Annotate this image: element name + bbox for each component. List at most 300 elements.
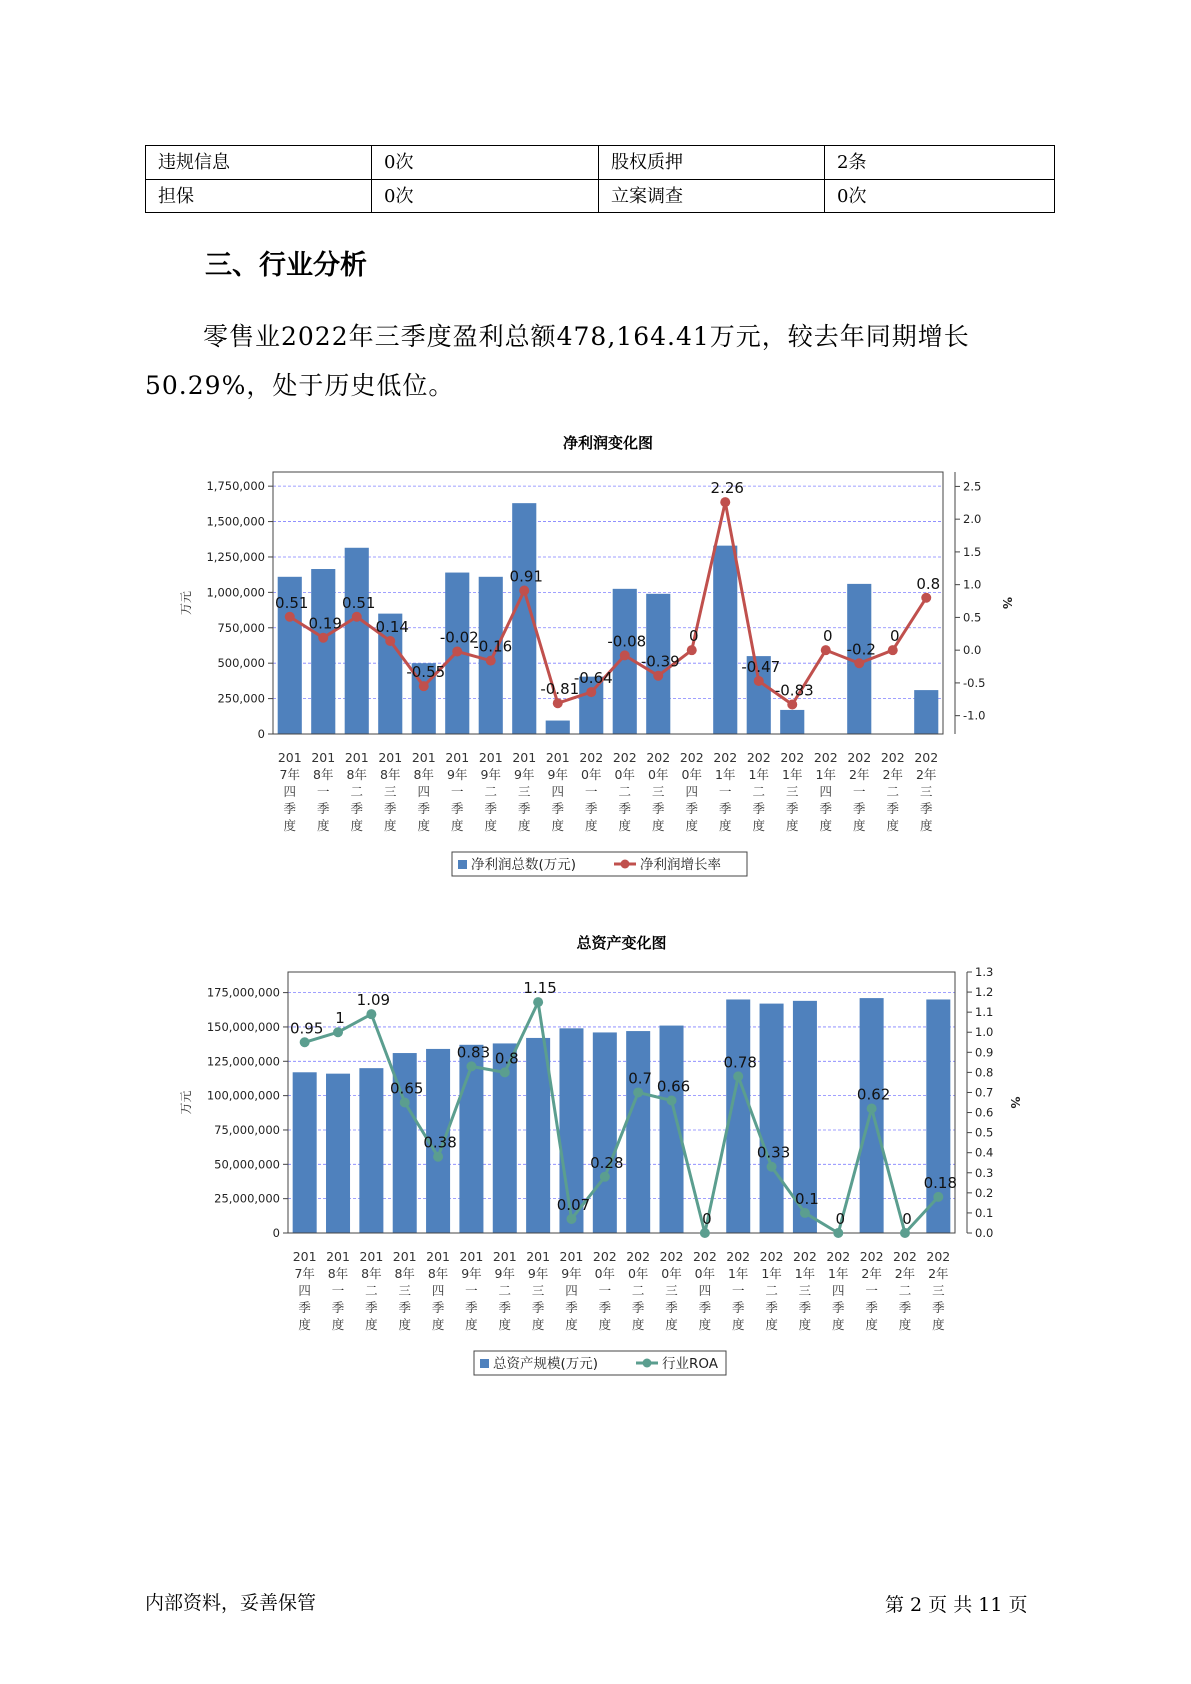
x-tick-label: 201 bbox=[512, 750, 537, 765]
x-tick-label: 二 bbox=[752, 784, 766, 799]
plot-frame bbox=[288, 972, 958, 1233]
line-point bbox=[800, 1208, 810, 1218]
x-tick-label: 2年 bbox=[882, 767, 903, 782]
y-right-tick-label: 1.3 bbox=[975, 965, 994, 979]
x-tick-label: 202 bbox=[692, 1249, 717, 1264]
x-tick-label: 二 bbox=[631, 1283, 645, 1298]
x-tick-label: 202 bbox=[914, 750, 939, 765]
x-tick-label: 202 bbox=[659, 1249, 684, 1264]
section-paragraph: 零售业2022年三季度盈利总额478,164.41万元，较去年同期增长50.29%，处于历史低位。 bbox=[145, 322, 970, 400]
table-cell: 立案调查 bbox=[599, 179, 825, 213]
x-tick-label: 1年 bbox=[794, 1266, 816, 1281]
data-label: 0.07 bbox=[556, 1195, 591, 1214]
x-tick-label: 度 bbox=[798, 1317, 812, 1332]
x-tick-label: 度 bbox=[383, 818, 397, 833]
x-tick-label: 二 bbox=[765, 1283, 778, 1298]
x-tick-label: 202 bbox=[826, 1249, 851, 1264]
y-right-tick-label: 0.6 bbox=[975, 1105, 994, 1120]
x-tick-label: 一 bbox=[316, 784, 330, 799]
x-tick-label: 四 bbox=[819, 784, 833, 799]
data-label: 0 bbox=[822, 627, 833, 646]
x-tick-label: 一 bbox=[465, 1283, 478, 1298]
x-tick-label: 201 bbox=[311, 750, 336, 765]
bar bbox=[359, 1068, 383, 1233]
y-right-tick-label: 0.0 bbox=[975, 1226, 994, 1240]
data-label: 0.7 bbox=[628, 1069, 653, 1088]
x-tick-label: 度 bbox=[718, 818, 732, 833]
x-tick-label: 1年 bbox=[715, 767, 736, 782]
x-tick-label: 度 bbox=[898, 1317, 912, 1332]
line-point bbox=[767, 1162, 777, 1172]
x-tick-label: 202 bbox=[893, 1249, 917, 1264]
y-left-axis-title: 万元 bbox=[179, 1090, 193, 1115]
bar bbox=[593, 1032, 617, 1233]
bar bbox=[311, 569, 335, 734]
x-tick-label: 0年 bbox=[681, 767, 702, 782]
data-label: -0.47 bbox=[741, 657, 781, 676]
x-tick-label: 度 bbox=[685, 818, 699, 833]
line-point bbox=[433, 1152, 443, 1162]
y-left-tick-label: 0 bbox=[257, 727, 265, 741]
x-tick-label: 季 bbox=[865, 1300, 878, 1315]
y-right-tick-label: 0.8 bbox=[975, 1065, 994, 1080]
x-tick-label: 2年 bbox=[916, 767, 937, 782]
x-tick-label: 二 bbox=[618, 784, 632, 799]
x-tick-label: 季 bbox=[316, 801, 330, 816]
x-tick-label: 8年 bbox=[361, 1266, 382, 1281]
info-table bbox=[145, 145, 1055, 213]
line-point bbox=[553, 698, 563, 708]
x-tick-label: 9年 bbox=[447, 767, 468, 782]
x-tick-label: 9年 bbox=[547, 767, 568, 782]
data-label: 0.51 bbox=[275, 593, 309, 612]
data-label: -0.16 bbox=[473, 637, 513, 656]
x-tick-label: 一 bbox=[598, 1283, 612, 1298]
data-label: 0.19 bbox=[308, 614, 342, 633]
x-tick-label: 度 bbox=[819, 818, 833, 833]
x-tick-label: 季 bbox=[498, 1300, 512, 1315]
x-tick-label: 度 bbox=[350, 818, 364, 833]
y-left-tick-label: 25,000,000 bbox=[214, 1191, 280, 1206]
legend-bar-swatch bbox=[458, 860, 467, 869]
data-label: 0.14 bbox=[375, 617, 409, 636]
x-tick-label: 度 bbox=[531, 1317, 545, 1332]
net-profit-chart bbox=[0, 420, 1191, 890]
x-tick-label: 度 bbox=[465, 1317, 478, 1332]
x-tick-label: 202 bbox=[626, 1249, 651, 1264]
x-tick-label: 季 bbox=[819, 801, 833, 816]
x-tick-label: 四 bbox=[431, 1283, 445, 1298]
x-tick-label: 四 bbox=[698, 1283, 712, 1298]
y-left-tick-label: 175,000,000 bbox=[206, 985, 280, 1000]
line-point bbox=[854, 658, 864, 668]
table-cell: 0次 bbox=[372, 179, 599, 213]
line-point bbox=[633, 1087, 643, 1097]
x-tick-label: 201 bbox=[459, 1249, 484, 1264]
x-tick-label: 0年 bbox=[648, 767, 669, 782]
bar bbox=[760, 1004, 784, 1233]
x-tick-label: 一 bbox=[731, 1283, 745, 1298]
x-tick-label: 季 bbox=[785, 801, 799, 816]
line-point bbox=[285, 612, 295, 622]
x-tick-label: 8年 bbox=[327, 1266, 349, 1281]
y-right-tick-label: 0.4 bbox=[975, 1145, 994, 1160]
x-tick-label: 季 bbox=[350, 801, 364, 816]
x-tick-label: 0年 bbox=[627, 1266, 649, 1281]
x-tick-label: 0年 bbox=[614, 767, 635, 782]
x-tick-label: 度 bbox=[852, 818, 866, 833]
x-tick-label: 0年 bbox=[594, 1266, 616, 1281]
y-right-tick-label: 0.1 bbox=[975, 1205, 994, 1220]
x-tick-label: 9年 bbox=[461, 1266, 482, 1281]
line-point bbox=[600, 1172, 610, 1182]
x-tick-label: 季 bbox=[886, 801, 900, 816]
x-tick-label: 度 bbox=[298, 1317, 311, 1332]
x-tick-label: 201 bbox=[478, 750, 503, 765]
x-tick-label: 二 bbox=[350, 784, 364, 799]
x-tick-label: 季 bbox=[283, 801, 297, 816]
data-label: -0.08 bbox=[607, 632, 647, 651]
x-tick-label: 201 bbox=[344, 750, 369, 765]
line-point bbox=[667, 1095, 677, 1105]
x-tick-label: 度 bbox=[752, 818, 766, 833]
x-tick-label: 度 bbox=[631, 1317, 645, 1332]
x-tick-label: 度 bbox=[431, 1317, 445, 1332]
y-left-tick-label: 1,000,000 bbox=[206, 585, 265, 600]
x-tick-label: 8年 bbox=[394, 1266, 415, 1281]
y-right-axis-title: % bbox=[1008, 1096, 1022, 1109]
bar bbox=[780, 710, 804, 734]
x-tick-label: 季 bbox=[631, 1300, 645, 1315]
x-tick-label: 度 bbox=[919, 818, 933, 833]
data-label: 0.83 bbox=[456, 1043, 491, 1062]
x-tick-label: 三 bbox=[932, 1283, 945, 1298]
data-label: 0.62 bbox=[856, 1085, 891, 1104]
x-tick-label: 201 bbox=[492, 1249, 517, 1264]
x-tick-label: 度 bbox=[651, 818, 665, 833]
x-tick-label: 202 bbox=[859, 1249, 884, 1264]
x-tick-label: 1年 bbox=[828, 1266, 849, 1281]
x-tick-label: 二 bbox=[886, 784, 900, 799]
y-right-tick-label: 0.5 bbox=[963, 610, 982, 625]
data-label: 0.65 bbox=[390, 1079, 424, 1098]
x-tick-label: 201 bbox=[559, 1249, 584, 1264]
data-label: 0 bbox=[702, 1210, 712, 1228]
line-point bbox=[687, 645, 697, 655]
legend-line-marker bbox=[621, 860, 630, 869]
data-label: 0.1 bbox=[794, 1189, 819, 1208]
x-tick-label: 度 bbox=[584, 818, 598, 833]
x-tick-label: 一 bbox=[852, 784, 866, 799]
data-label: 0.66 bbox=[656, 1077, 691, 1096]
x-tick-label: 202 bbox=[726, 1249, 751, 1264]
x-tick-label: 季 bbox=[618, 801, 632, 816]
x-tick-label: 202 bbox=[646, 750, 671, 765]
line-point bbox=[486, 656, 496, 666]
x-tick-label: 1年 bbox=[727, 1266, 749, 1281]
x-tick-label: 201 bbox=[411, 750, 436, 765]
x-tick-label: 202 bbox=[813, 750, 838, 765]
data-label: 0.95 bbox=[289, 1019, 324, 1038]
x-tick-label: 度 bbox=[832, 1317, 845, 1332]
x-tick-label: 季 bbox=[465, 1300, 478, 1315]
y-left-tick-label: 1,500,000 bbox=[206, 514, 265, 529]
line-point bbox=[733, 1071, 743, 1081]
x-tick-label: 2年 bbox=[861, 1266, 882, 1281]
x-tick-label: 三 bbox=[517, 784, 531, 799]
x-tick-label: 1年 bbox=[815, 767, 836, 782]
legend-line-label: 净利润增长率 bbox=[640, 857, 721, 873]
table-cell: 0次 bbox=[372, 146, 599, 180]
x-tick-label: 9年 bbox=[514, 767, 535, 782]
x-tick-label: 9年 bbox=[561, 1266, 582, 1281]
x-tick-label: 季 bbox=[598, 1300, 612, 1315]
x-tick-label: 201 bbox=[526, 1249, 551, 1264]
y-left-tick-label: 1,250,000 bbox=[206, 549, 265, 564]
x-tick-label: 度 bbox=[498, 1317, 512, 1332]
x-tick-label: 9年 bbox=[480, 767, 501, 782]
x-tick-label: 季 bbox=[431, 1300, 445, 1315]
x-tick-label: 四 bbox=[283, 784, 297, 799]
y-left-tick-label: 75,000,000 bbox=[214, 1122, 280, 1137]
line-point bbox=[352, 612, 362, 622]
x-tick-label: 度 bbox=[698, 1317, 712, 1332]
x-tick-label: 一 bbox=[450, 784, 464, 799]
x-tick-label: 二 bbox=[898, 1283, 912, 1298]
data-label: 0.28 bbox=[590, 1153, 624, 1172]
line-point bbox=[419, 681, 429, 691]
data-label: 0.8 bbox=[494, 1049, 519, 1068]
x-tick-label: 度 bbox=[484, 818, 498, 833]
bar bbox=[626, 1031, 653, 1233]
y-right-tick-label: 0.5 bbox=[975, 1125, 994, 1140]
x-tick-label: 季 bbox=[383, 801, 397, 816]
x-tick-label: 202 bbox=[792, 1249, 817, 1264]
x-tick-label: 季 bbox=[450, 801, 464, 816]
x-tick-label: 季 bbox=[932, 1300, 945, 1315]
data-label: 0.33 bbox=[756, 1143, 791, 1162]
data-label: -0.64 bbox=[573, 669, 613, 688]
x-tick-label: 8年 bbox=[346, 767, 367, 782]
legend-bar-swatch bbox=[480, 1359, 489, 1368]
data-label: -0.55 bbox=[406, 663, 446, 682]
x-tick-label: 8年 bbox=[413, 767, 434, 782]
y-left-axis-title: 万元 bbox=[179, 590, 193, 616]
line-point bbox=[519, 586, 529, 596]
x-tick-label: 2年 bbox=[894, 1266, 916, 1281]
x-tick-label: 二 bbox=[365, 1283, 378, 1298]
section-title: 三、行业分析 bbox=[205, 250, 367, 281]
x-tick-label: 度 bbox=[551, 818, 565, 833]
x-tick-label: 201 bbox=[426, 1249, 451, 1264]
y-right-tick-label: -0.5 bbox=[963, 675, 986, 690]
x-tick-label: 1年 bbox=[782, 767, 803, 782]
x-tick-label: 季 bbox=[365, 1300, 378, 1315]
x-tick-label: 8年 bbox=[427, 1266, 449, 1281]
y-right-tick-label: 0.9 bbox=[975, 1045, 994, 1060]
x-tick-label: 202 bbox=[679, 750, 704, 765]
x-tick-label: 三 bbox=[651, 784, 665, 799]
x-tick-label: 三 bbox=[531, 1283, 545, 1298]
line-point bbox=[452, 646, 462, 656]
y-right-tick-label: 0.7 bbox=[975, 1085, 994, 1100]
x-tick-label: 2年 bbox=[928, 1266, 949, 1281]
data-label: 0 bbox=[688, 627, 699, 646]
x-tick-label: 202 bbox=[713, 750, 738, 765]
x-tick-label: 201 bbox=[392, 1249, 417, 1264]
x-tick-label: 一 bbox=[584, 784, 598, 799]
x-tick-label: 1年 bbox=[748, 767, 769, 782]
line-point bbox=[385, 636, 395, 646]
x-tick-label: 201 bbox=[359, 1249, 384, 1264]
x-tick-label: 201 bbox=[445, 750, 470, 765]
chart-title: 净利润变化图 bbox=[562, 434, 654, 452]
x-tick-label: 季 bbox=[584, 801, 598, 816]
data-label: -0.39 bbox=[640, 652, 680, 671]
x-tick-label: 202 bbox=[847, 750, 872, 765]
legend-bar-label: 净利润总数(万元) bbox=[471, 857, 577, 873]
x-tick-label: 度 bbox=[785, 818, 799, 833]
x-tick-label: 三 bbox=[398, 1283, 411, 1298]
line-point bbox=[921, 593, 931, 603]
y-left-tick-label: 750,000 bbox=[217, 620, 265, 635]
x-tick-label: 度 bbox=[316, 818, 330, 833]
x-tick-label: 度 bbox=[398, 1317, 411, 1332]
table-cell: 违规信息 bbox=[146, 146, 372, 180]
x-tick-label: 季 bbox=[685, 801, 699, 816]
data-label: 1.15 bbox=[523, 979, 557, 998]
data-label: 0 bbox=[889, 627, 900, 646]
data-label: 0.38 bbox=[423, 1133, 457, 1152]
y-left-tick-label: 250,000 bbox=[217, 691, 265, 706]
y-right-tick-label: 0.3 bbox=[975, 1165, 994, 1180]
y-left-tick-label: 100,000,000 bbox=[206, 1088, 280, 1103]
y-right-tick-label: 2.5 bbox=[963, 479, 982, 494]
line-point bbox=[933, 1192, 943, 1202]
data-label: 0.91 bbox=[509, 567, 543, 586]
x-tick-label: 季 bbox=[731, 1300, 745, 1315]
x-tick-label: 2年 bbox=[849, 767, 870, 782]
line-point bbox=[620, 650, 630, 660]
x-tick-label: 四 bbox=[298, 1283, 311, 1298]
x-tick-label: 度 bbox=[598, 1317, 612, 1332]
table-row bbox=[146, 146, 1055, 180]
data-label: 1.09 bbox=[356, 991, 391, 1010]
x-tick-label: 四 bbox=[832, 1283, 845, 1298]
y-left-tick-label: 0 bbox=[272, 1226, 280, 1240]
line-point bbox=[754, 676, 764, 686]
x-tick-label: 一 bbox=[718, 784, 732, 799]
footer-page-number: 第 2 页 共 11 页 bbox=[885, 1594, 1028, 1616]
x-tick-label: 季 bbox=[551, 801, 565, 816]
x-tick-label: 季 bbox=[484, 801, 498, 816]
bar bbox=[546, 721, 570, 734]
x-tick-label: 三 bbox=[919, 784, 933, 799]
x-tick-label: 季 bbox=[331, 1300, 345, 1315]
x-tick-label: 9年 bbox=[494, 1266, 516, 1281]
y-right-tick-label: 0.0 bbox=[963, 643, 982, 658]
x-tick-label: 202 bbox=[780, 750, 805, 765]
x-tick-label: 201 bbox=[378, 750, 403, 765]
data-label: 0.51 bbox=[342, 593, 376, 612]
y-right-tick-label: 1.0 bbox=[975, 1025, 994, 1040]
y-right-tick-label: 1.2 bbox=[975, 985, 994, 1000]
footer-confidential: 内部资料，妥善保管 bbox=[145, 1592, 317, 1614]
x-tick-label: 一 bbox=[331, 1283, 345, 1298]
y-right-tick-label: 1.5 bbox=[963, 544, 982, 559]
bar bbox=[345, 548, 369, 734]
table-cell: 股权质押 bbox=[599, 146, 825, 180]
x-tick-label: 9年 bbox=[527, 1266, 549, 1281]
line-point bbox=[466, 1061, 476, 1071]
x-tick-label: 202 bbox=[612, 750, 637, 765]
chart-title: 总资产变化图 bbox=[576, 934, 667, 952]
line-point bbox=[533, 997, 543, 1007]
x-tick-label: 季 bbox=[565, 1300, 578, 1315]
x-tick-label: 度 bbox=[731, 1317, 745, 1332]
x-tick-label: 季 bbox=[698, 1300, 712, 1315]
line-point bbox=[720, 497, 730, 507]
data-label: 0.78 bbox=[723, 1053, 757, 1072]
y-right-tick-label: 0.2 bbox=[975, 1185, 994, 1200]
x-tick-label: 度 bbox=[365, 1317, 378, 1332]
data-label: -0.81 bbox=[540, 680, 580, 699]
x-tick-label: 季 bbox=[832, 1300, 845, 1315]
x-tick-label: 三 bbox=[798, 1283, 812, 1298]
x-tick-label: 季 bbox=[517, 801, 531, 816]
x-tick-label: 季 bbox=[852, 801, 866, 816]
x-tick-label: 202 bbox=[579, 750, 604, 765]
y-left-tick-label: 50,000,000 bbox=[214, 1157, 280, 1172]
x-tick-label: 201 bbox=[277, 750, 302, 765]
bar bbox=[326, 1074, 350, 1233]
line-point bbox=[333, 1027, 343, 1037]
legend-bar-label: 总资产规模(万元) bbox=[493, 1356, 599, 1372]
x-tick-label: 7年 bbox=[279, 767, 300, 782]
x-tick-label: 度 bbox=[765, 1317, 778, 1332]
line-point bbox=[787, 700, 797, 710]
y-right-tick-label: -1.0 bbox=[963, 708, 986, 723]
bar bbox=[713, 546, 737, 734]
data-label: 0.8 bbox=[916, 574, 941, 593]
x-tick-label: 7年 bbox=[294, 1266, 315, 1281]
data-label: 0 bbox=[835, 1210, 846, 1228]
x-tick-label: 季 bbox=[718, 801, 732, 816]
x-tick-label: 季 bbox=[898, 1300, 912, 1315]
x-tick-label: 8年 bbox=[380, 767, 401, 782]
x-tick-label: 度 bbox=[865, 1317, 878, 1332]
x-tick-label: 四 bbox=[685, 784, 699, 799]
line-point bbox=[900, 1228, 910, 1238]
bar bbox=[860, 998, 884, 1233]
x-tick-label: 季 bbox=[398, 1300, 411, 1315]
x-tick-label: 度 bbox=[450, 818, 464, 833]
x-tick-label: 201 bbox=[292, 1249, 317, 1264]
bar bbox=[293, 1072, 317, 1233]
data-label: 1 bbox=[335, 1009, 345, 1028]
data-label: -0.02 bbox=[439, 628, 479, 647]
line-point bbox=[700, 1228, 710, 1238]
line-point bbox=[888, 645, 898, 655]
x-tick-label: 201 bbox=[545, 750, 570, 765]
x-tick-label: 度 bbox=[565, 1317, 578, 1332]
x-tick-label: 三 bbox=[665, 1283, 678, 1298]
x-tick-label: 度 bbox=[517, 818, 531, 833]
x-tick-label: 0年 bbox=[581, 767, 602, 782]
x-tick-label: 季 bbox=[765, 1300, 778, 1315]
x-tick-label: 季 bbox=[651, 801, 665, 816]
table-cell: 2条 bbox=[825, 146, 1055, 180]
